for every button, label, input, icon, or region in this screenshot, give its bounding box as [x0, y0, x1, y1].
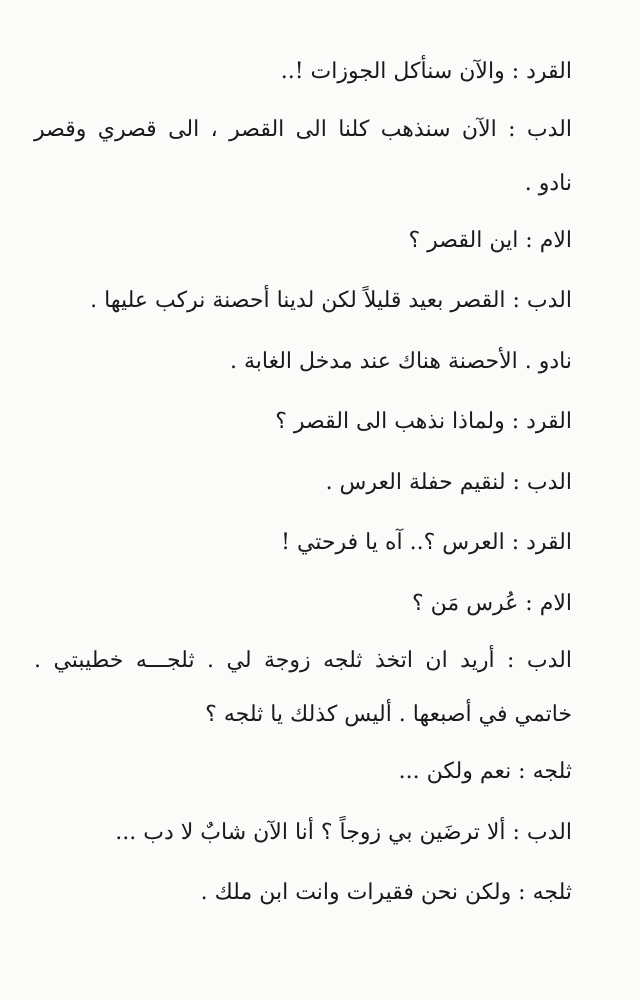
dialogue-line: الدب : أريد ان اتخذ ثلجه زوجة لي . ثلجـــه خطيبتي .: [34, 648, 572, 673]
dialogue-line: الدب : الآن سنذهب كلنا الى القصر ، الى قصري وقصر: [34, 116, 572, 142]
dialogue-line: القرد : العرس ؟.. آه يا فرحتي !: [281, 530, 572, 555]
dialogue-line: الام : اين القصر ؟: [408, 227, 572, 253]
dialogue-line-continuation: نادو .: [524, 170, 572, 196]
dialogue-line: الدب : ألا ترضَين بي زوجاً ؟ أنا الآن شابٌ لا دب ...: [115, 819, 572, 845]
dialogue-line: القرد : والآن سنأكل الجوزات !..: [280, 59, 572, 84]
dialogue-line: نادو . الأحصنة هناك عند مدخل الغابة .: [230, 348, 572, 374]
dialogue-line: الدب : القصر بعيد قليلاً لكن لدينا أحصنة نركب عليها .: [90, 288, 572, 313]
dialogue-line-continuation: خاتمي في أصبعها . أليس كذلك يا ثلجه ؟: [205, 702, 572, 727]
dialogue-line: ثلجه : نعم ولكن ...: [398, 759, 572, 784]
dialogue-line: ثلجه : ولكن نحن فقيرات وانت ابن ملك .: [200, 880, 572, 905]
dialogue-line: القرد : ولماذا نذهب الى القصر ؟: [275, 409, 572, 434]
dialogue-line: الدب : لنقيم حفلة العرس .: [325, 469, 572, 495]
dialogue-line: الام : عُرس مَن ؟: [412, 590, 572, 616]
